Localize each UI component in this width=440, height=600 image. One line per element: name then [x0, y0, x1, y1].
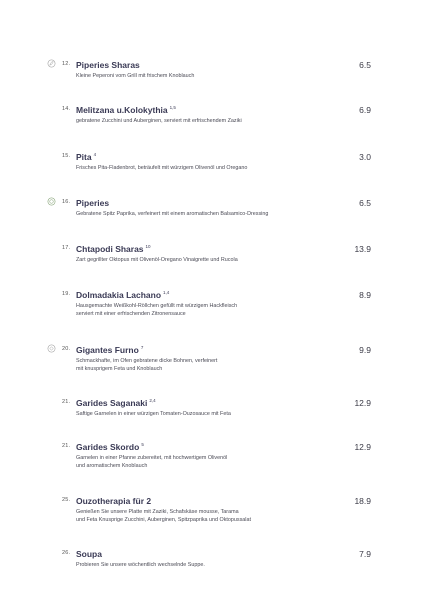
item-description: Schmackhafte, im Ofen gebratene dicke Bohnen, verfeinert mit knusprigem Feta und Knoblauch	[76, 358, 218, 372]
allergen-superscript: 1,5	[169, 105, 176, 110]
item-name: Garides Saganaki $^{2,4}$	[76, 398, 156, 408]
item-description: Hausgemachte Weißkohl-Röllchen gefüllt mit würzigem Hackfleisch serviert mit einer erfrischenden Zitronensauce	[76, 303, 238, 317]
item-price: 6.9	[359, 105, 371, 115]
item-price: 9.9	[359, 345, 371, 355]
item-name: Melitzana u.Kolokythia $^{1,5}$	[76, 105, 176, 115]
item-number: 12.	[62, 61, 71, 67]
allergen-superscript: 4	[93, 152, 97, 157]
leaf-icon	[47, 59, 56, 68]
item-description: Kleine Peperoni vom Grill mit frischem Knoblauch	[76, 73, 195, 79]
item-name: Ouzotherapia für 2	[76, 496, 152, 506]
allergen-superscript: 5	[141, 442, 144, 447]
item-price: 6.5	[359, 60, 371, 70]
item-description: Saftige Garnelen in einer würzigen Tomaten-Ouzosauce mit Feta	[76, 411, 231, 417]
item-price: 6.5	[359, 198, 371, 208]
allergen-superscript: 7	[140, 345, 144, 350]
veggie-icon	[47, 197, 56, 206]
item-price: 12.9	[354, 398, 371, 408]
item-description: gebratene Zucchini und Auberginen, serviert mit erfrischendem Zaziki	[76, 118, 242, 124]
item-description: Genießen Sie unsere Platte mit Zaziki, Schafskäse mousse, Tarama und Feta Knusprige Zucchini, Auberginen, Spitzpaprika und Oktopussalat	[76, 509, 252, 523]
item-price: 18.9	[354, 496, 371, 506]
item-name: Garides Skordo $^5$	[76, 442, 144, 452]
item-number: 17.	[62, 245, 71, 251]
item-description: Frisches Pita-Fladenbrot, beträufelt mit würzigem Olivenöl und Oregano	[76, 165, 248, 171]
item-price: 3.0	[359, 152, 371, 162]
item-number: 21.	[62, 399, 71, 405]
item-number: 14.	[62, 106, 71, 112]
item-name: Gigantes Furno $^7$	[76, 345, 144, 355]
item-description: Zart gegrillter Oktopus mit Olivenöl-Oregano Vinaigrette und Rucola	[76, 257, 238, 263]
item-price: 7.9	[359, 549, 371, 559]
item-price: 12.9	[354, 442, 371, 452]
item-number: 25.	[62, 497, 71, 503]
allergen-superscript: 1,4	[163, 290, 170, 295]
item-description: Probieren Sie unsere wöchentlich wechselnde Suppe.	[76, 562, 205, 568]
allergen-superscript: 2,4	[149, 398, 156, 403]
item-price: 8.9	[359, 290, 371, 300]
item-number: 15.	[62, 153, 71, 159]
item-description: Garnelen in einer Pfanne zubereitet, mit hochwertigem Olivenöl und aromatischem Knoblauch	[76, 455, 228, 469]
allergen-superscript: 10	[145, 244, 151, 249]
item-name: Chtapodi Sharas $^{10}$	[76, 244, 151, 254]
item-name: Piperies Sharas	[76, 60, 140, 70]
item-number: 26.	[62, 550, 71, 556]
item-number: 16.	[62, 199, 71, 205]
item-number: 21.	[62, 443, 71, 449]
item-name: Pita $^4$	[76, 152, 97, 162]
item-name: Dolmadakia Lachano $^{1,4}$	[76, 290, 170, 300]
item-name: Piperies	[76, 198, 110, 208]
veggie-icon	[47, 344, 56, 353]
item-price: 13.9	[354, 244, 371, 254]
item-number: 19.	[62, 291, 71, 297]
item-name: Soupa	[76, 549, 102, 559]
item-description: Gebratene Spitz Paprika, verfeinert mit einem aromatischen Balsamico-Dressing	[76, 211, 269, 217]
item-number: 20.	[62, 346, 71, 352]
